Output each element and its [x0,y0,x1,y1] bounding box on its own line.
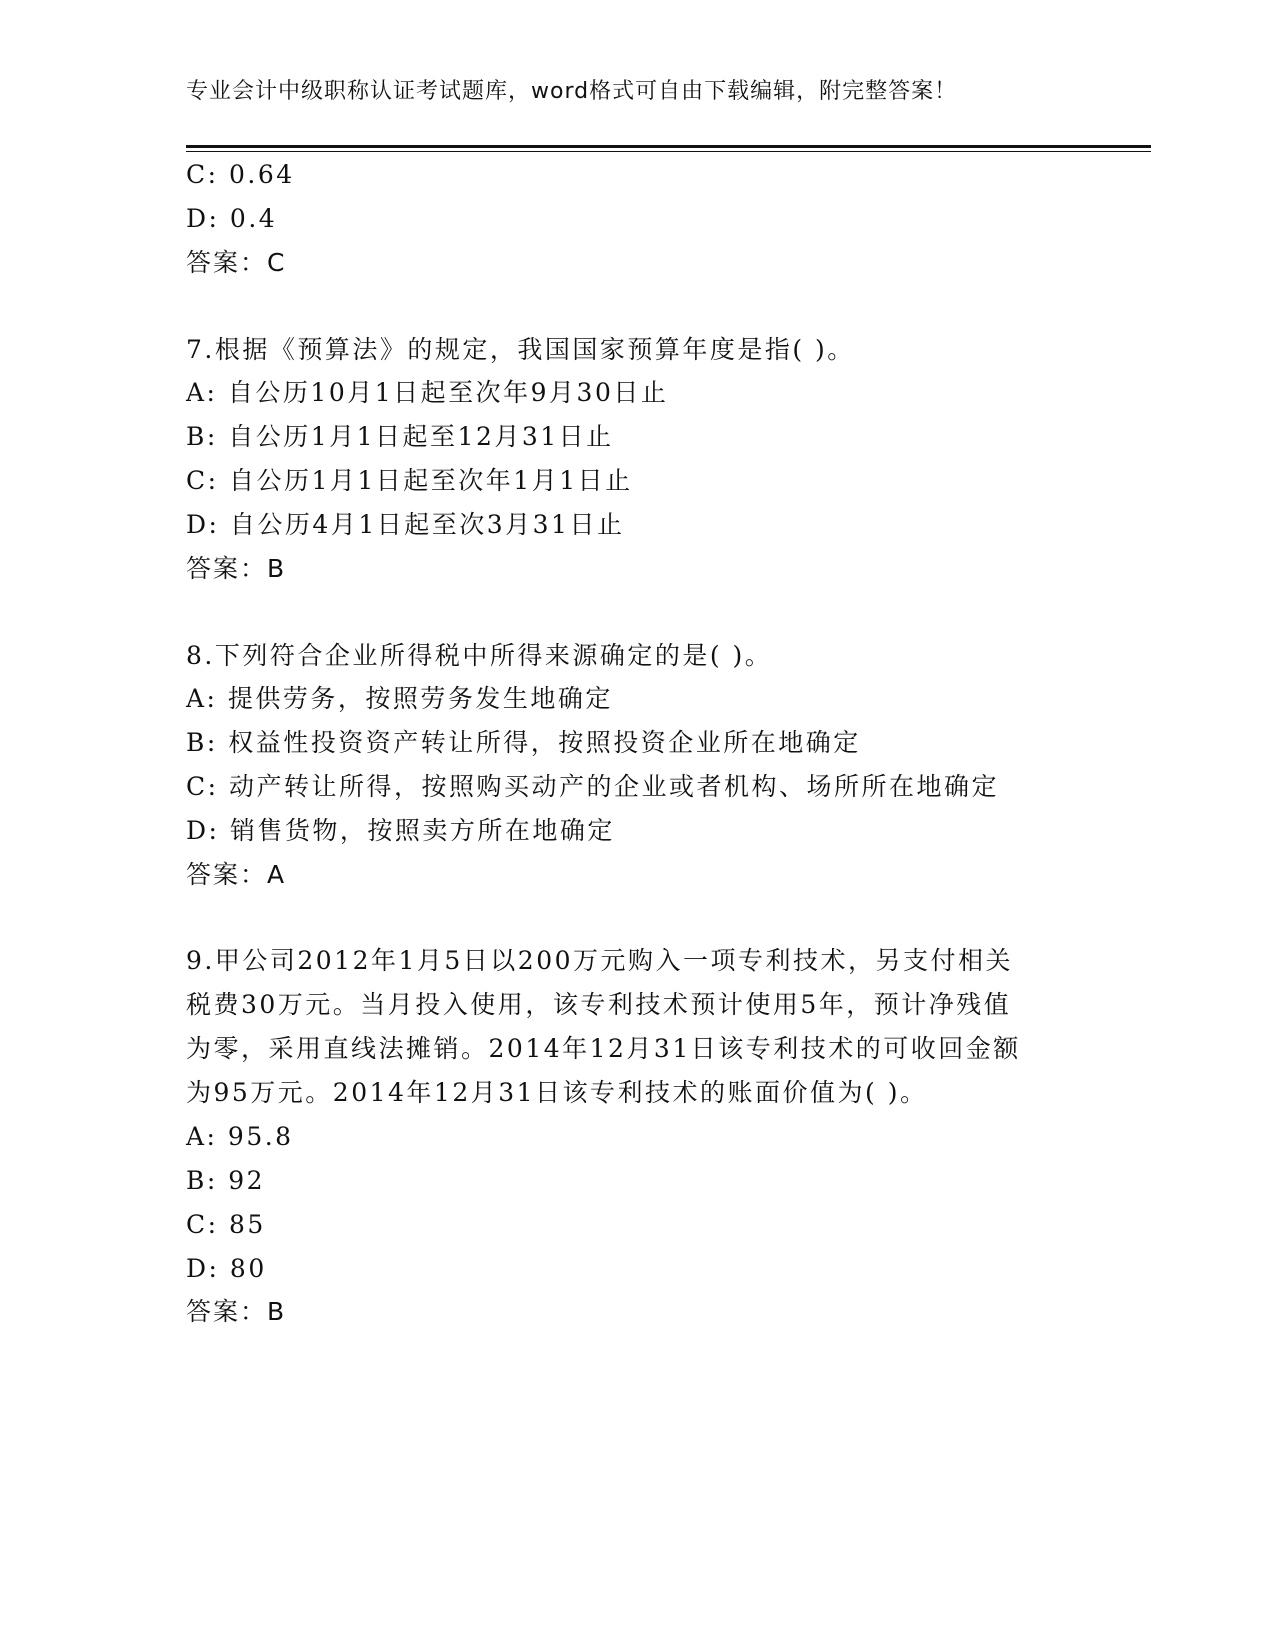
q7-option-d: D: 自公历4月1日起至次3月31日止 [186,510,625,539]
q7-option-a: A: 自公历10月1日起至次年9月30日止 [186,378,669,407]
q9-question-line-1: 9.甲公司2012年1月5日以200万元购入一项专利技术，另支付相关 [186,946,1014,975]
q9-option-b: B: 92 [186,1166,266,1195]
q8-question: 8.下列符合企业所得税中所得来源确定的是( )。 [186,641,773,670]
q8-answer: 答案：A [186,860,287,889]
q9-question-line-2: 税费30万元。当月投入使用，该专利技术预计使用5年，预计净残值 [186,990,1012,1019]
q9-question-line-4: 为95万元。2014年12月31日该专利技术的账面价值为( )。 [186,1078,928,1107]
q9-option-d: D: 80 [186,1254,267,1283]
q7-answer: 答案：B [186,554,287,583]
q6-option-c: C: 0.64 [186,160,295,189]
q7-question: 7.根据《预算法》的规定，我国国家预算年度是指( )。 [186,335,855,364]
q7-option-b: B: 自公历1月1日起至12月31日止 [186,422,614,451]
q9-option-a: A: 95.8 [186,1122,294,1151]
q8-option-d: D: 销售货物，按照卖方所在地确定 [186,816,615,845]
q6-option-d: D: 0.4 [186,204,278,233]
q7-option-c: C: 自公历1月1日起至次年1月1日止 [186,466,633,495]
q8-option-a: A: 提供劳务，按照劳务发生地确定 [186,684,613,713]
q9-question-line-3: 为零，采用直线法摊销。2014年12月31日该专利技术的可收回金额 [186,1034,1021,1063]
q8-option-b: B: 权益性投资资产转让所得，按照投资企业所在地确定 [186,728,861,757]
header-rule-thin [186,151,1151,152]
q6-answer: 答案：C [186,248,287,277]
q9-answer: 答案：B [186,1297,287,1326]
q9-option-c: C: 85 [186,1210,266,1239]
q8-option-c: C: 动产转让所得，按照购买动产的企业或者机构、场所所在地确定 [186,772,1000,801]
page-header: 专业会计中级职称认证考试题库，word格式可自由下载编辑，附完整答案！ [186,79,958,104]
header-rule-thick [186,145,1151,148]
